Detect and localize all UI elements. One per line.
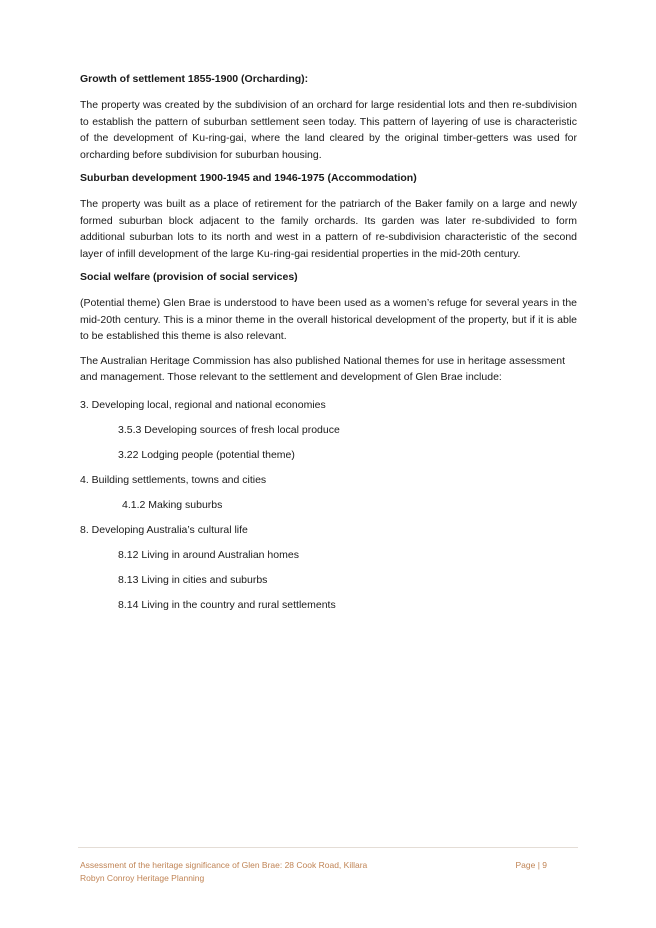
section-heading-suburban: Suburban development 1900-1945 and 1946-1975 (Accommodation) bbox=[80, 172, 417, 184]
footer-document-title: Assessment of the heritage significance of Glen Brae: 28 Cook Road, Killara bbox=[80, 860, 368, 870]
section-heading-social-welfare: Social welfare (provision of social services) bbox=[80, 271, 298, 283]
theme-item: 4.1.2 Making suburbs bbox=[122, 498, 223, 511]
section-paragraph-social-welfare: (Potential theme) Glen Brae is understood to have been used as a women’s refuge for several years in the mid-20th century. This is a minor theme in the overall historical development of the property, but if it is able to be established this theme is also relevant. bbox=[80, 297, 577, 342]
theme-item: 3.22 Lodging people (potential theme) bbox=[118, 448, 295, 461]
theme-item: 8.13 Living in cities and suburbs bbox=[118, 573, 268, 586]
theme-8: 8. Developing Australia’s cultural life bbox=[80, 523, 248, 536]
section-heading-orcharding: Growth of settlement 1855-1900 (Orcharding): bbox=[80, 73, 309, 85]
theme-3: 3. Developing local, regional and national economies bbox=[80, 398, 326, 411]
themes-intro: The Australian Heritage Commission has also published National themes for use in heritage assessment and management. Those relevant to the settlement and development of Glen Brae include: bbox=[80, 354, 565, 383]
document-body bbox=[80, 72, 577, 623]
theme-item: 8.12 Living in around Australian homes bbox=[118, 548, 299, 561]
theme-item: 8.14 Living in the country and rural settlements bbox=[118, 598, 336, 611]
theme-item: 3.5.3 Developing sources of fresh local produce bbox=[118, 423, 340, 436]
page-footer bbox=[80, 859, 577, 885]
footer-divider bbox=[78, 847, 578, 848]
page-number: Page | 9 bbox=[515, 860, 547, 870]
theme-4: 4. Building settlements, towns and cities bbox=[80, 473, 267, 486]
footer-author: Robyn Conroy Heritage Planning bbox=[80, 873, 205, 883]
section-paragraph-suburban: The property was built as a place of retirement for the patriarch of the Baker family on a large and newly formed suburban block adjacent to the family orchards. Its garden was later re-subdivided to form additional suburban lots to its north and west in a pattern of re-subdivision characteristic of the second layer of infill development of the large Ku-ring-gai residential properties in the mid-20th century. bbox=[80, 198, 577, 260]
section-paragraph-orcharding: The property was created by the subdivision of an orchard for large residential lots and then re-subdivision to establish the pattern of suburban settlement seen today. This pattern of layering of use is characteristic of the development of Ku-ring-gai, where the land cleared by the original timber-getters was used for orcharding before subdivision for suburban housing. bbox=[80, 99, 577, 161]
